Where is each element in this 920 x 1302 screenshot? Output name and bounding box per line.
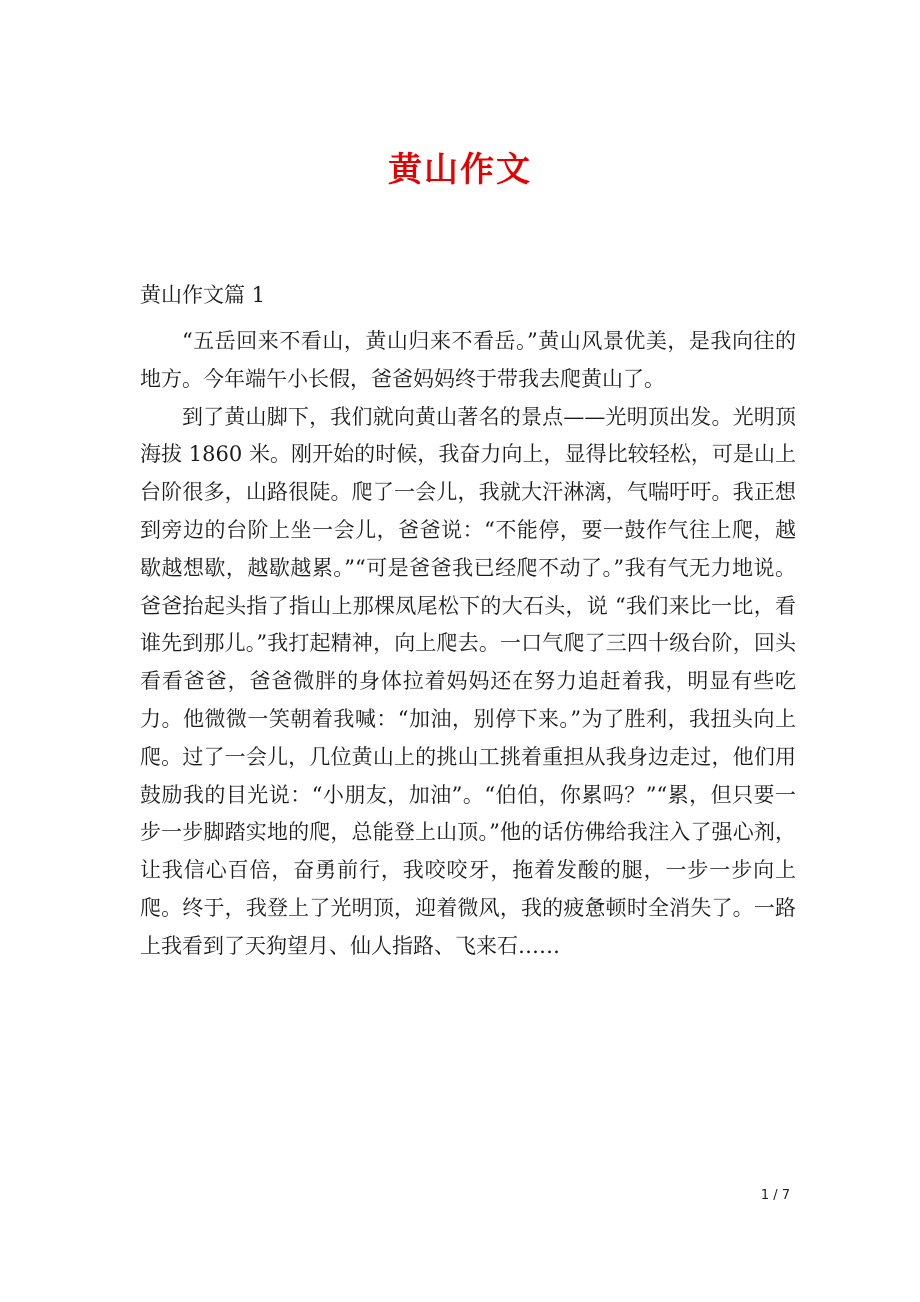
page-number: 1 / 7 xyxy=(760,1188,790,1203)
section-heading: 黄山作文篇 1 xyxy=(140,283,266,307)
paragraph-2: 到了黄山脚下，我们就向黄山著名的景点——光明顶出发。光明顶海拔 1860 米。刚开始的时候，我奋力向上，显得比较轻松，可是山上台阶很多，山路很陡。爬了一会儿，我就大汗淋漓，气喘吁吁。我正想到旁边的台阶上坐一会儿，爸爸说：“不能停，要一鼓作气往上爬，越歇越想歇，越歇越累。”“可是爸爸我已经爬不动了。”我有气无力地说。爸爸抬起头指了指山上那棵凤尾松下的大石头，说 “我们来比一比，看谁先到那儿。”我打起精神，向上爬去。一口气爬了三四十级台阶，回头看看爸爸，爸爸微胖的身体拉着妈妈还在努力追赶着我，明显有些吃力。他微微一笑朝着我喊：“加油，别停下来。”为了胜利，我扭头向上爬。过了一会儿，几位黄山上的挑山工挑着重担从我身边走过，他们用鼓励我的目光说：“小朋友，加油”。“伯伯，你累吗？”“累，但只要一步一步脚踏实地的爬，总能登上山顶。”他的话仿佛给我注入了强心剂，让我信心百倍，奋勇前行，我咬咬牙，拖着发酸的腿，一步一步向上爬。终于，我登上了光明顶，迎着微风，我的疲惫顿时全消失了。一路上我看到了天狗望月、仙人指路、飞来石…… xyxy=(140,404,796,958)
essay-body xyxy=(140,323,796,966)
document-title: 黄山作文 xyxy=(388,150,532,190)
paragraph-1: “五岳回来不看山，黄山归来不看岳。”黄山风景优美，是我向往的地方。今年端午小长假，爸爸妈妈终于带我去爬黄山了。 xyxy=(140,329,796,391)
